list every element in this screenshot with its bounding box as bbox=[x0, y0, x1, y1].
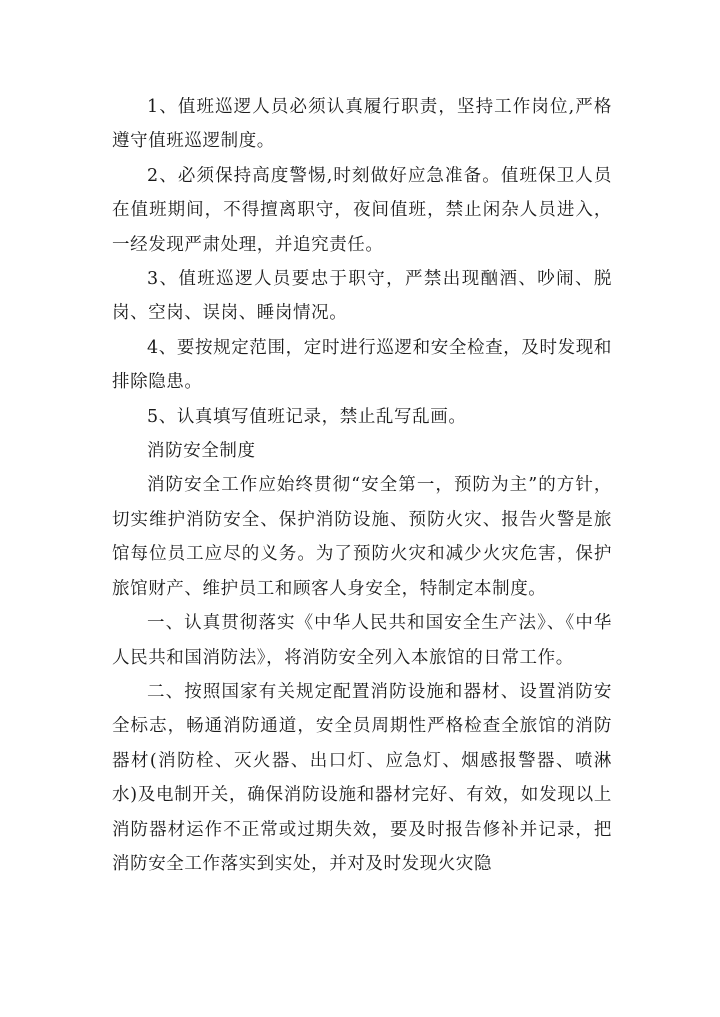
paragraph-duty-5: 5、认真填写值班记录，禁止乱写乱画。 bbox=[147, 406, 467, 427]
document-body bbox=[112, 90, 612, 881]
paragraph-duty-1: 1、值班巡逻人员必须认真履行职责，坚持工作岗位,严格遵守值班巡逻制度。 bbox=[112, 97, 612, 152]
paragraph-duty-4: 4、要按规定范围，定时进行巡逻和安全检查，及时发现和排除隐患。 bbox=[112, 337, 612, 393]
paragraph-fire-intro: 消防安全工作应始终贯彻“安全第一，预防为主”的方针，切实维护消防安全、保护消防设施、预防火灾、报告火警是旅馆每位员工应尽的义务。为了预防火灾和减少火灾危害，保护旅馆财产、维护员工和顾客人身安全，特制定本制度。 bbox=[112, 475, 612, 599]
paragraph-fire-1: 一、认真贯彻落实《中华人民共和国安全生产法》、《中华人民共和国消防法》，将消防安全列入本旅馆的日常工作。 bbox=[112, 613, 612, 668]
paragraph-duty-3: 3、值班巡逻人员要忠于职守，严禁出现酗酒、吵闹、脱岗、空岗、误岗、睡岗情况。 bbox=[112, 269, 612, 324]
paragraph-fire-2: 二、按照国家有关规定配置消防设施和器材、设置消防安全标志，畅通消防通道，安全员周期性严格检查全旅馆的消防器材(消防栓、灭火器、出口灯、应急灯、烟感报警器、喷淋水)及电制开关，确保消防设施和器材完好、有效，如发现以上消防器材运作不正常或过期失效，要及时报告修补并记录，把消防安全工作落实到实处，并对及时发现火灾隐 bbox=[112, 681, 612, 874]
paragraph-duty-2: 2、必须保持高度警惕,时刻做好应急准备。值班保卫人员在值班期间，不得擅离职守，夜间值班，禁止闲杂人员进入，一经发现严肃处理，并追究责任。 bbox=[112, 165, 612, 255]
section-title: 消防安全制度 bbox=[147, 441, 256, 462]
